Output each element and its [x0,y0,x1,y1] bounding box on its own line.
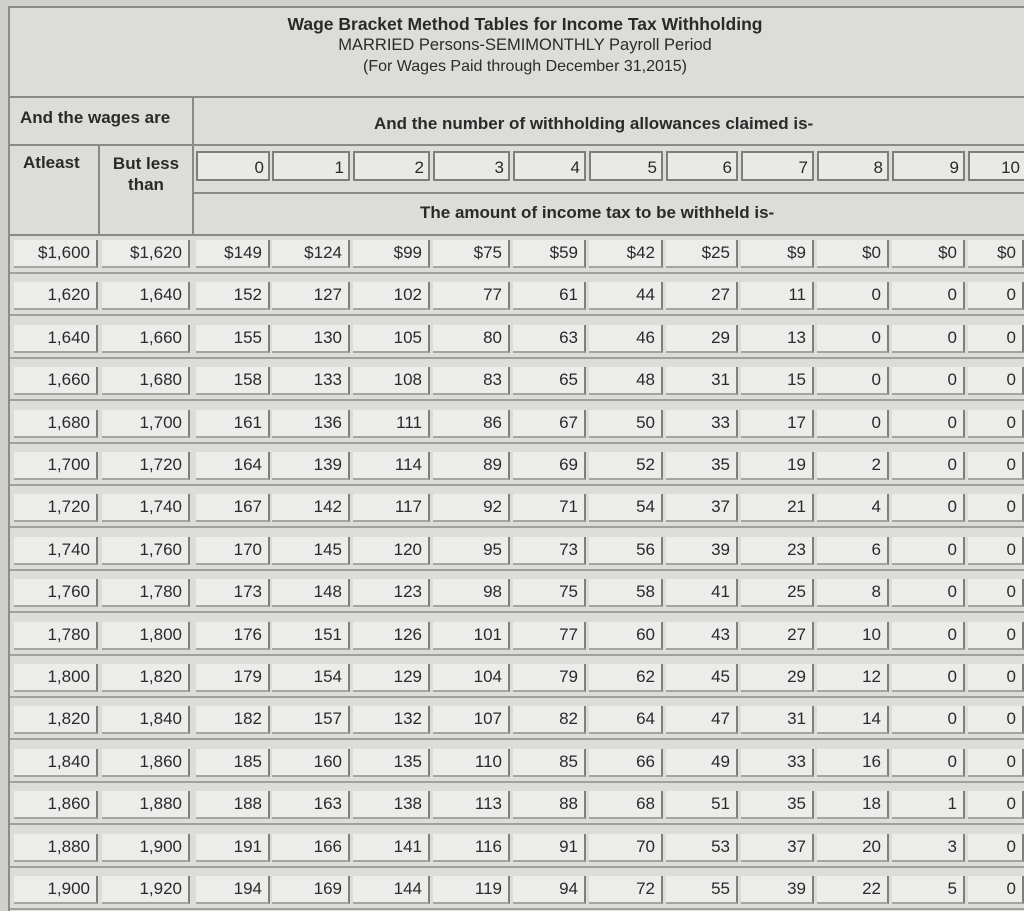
at-least-cell: 1,900 [14,876,98,904]
withholding-cell-allowance-5: 60 [589,622,663,650]
at-least-cell: 1,780 [14,622,98,650]
withholding-cell-allowance-5: 64 [589,706,663,734]
withholding-cell-allowance-7: 25 [741,579,814,607]
withholding-cell-allowance-4: 65 [513,367,586,395]
but-less-than-cell: 1,680 [102,367,190,395]
withholding-cell-allowance-1: 166 [272,834,350,862]
withholding-cell-allowance-5: 44 [589,282,663,310]
row-separator [10,654,1024,656]
withholding-cell-allowance-2: 111 [353,410,430,438]
row-separator [10,696,1024,698]
withholding-cell-allowance-7: 35 [741,791,814,819]
row-separator [10,823,1024,825]
at-least-header: Atleast [23,153,80,172]
withholding-cell-allowance-8: 12 [817,664,889,692]
withholding-cell-allowance-8: 0 [817,325,889,353]
withholding-cell-allowance-5: 54 [589,494,663,522]
withholding-cell-allowance-10: 0 [968,282,1024,310]
withholding-cell-allowance-7: 13 [741,325,814,353]
withholding-cell-allowance-9: 0 [892,537,965,565]
withholding-cell-allowance-7: $9 [741,240,814,268]
withholding-cell-allowance-3: 80 [433,325,510,353]
withholding-cell-allowance-3: 89 [433,452,510,480]
allowances-claimed-label: And the number of withholding allowances claimed is- [374,114,814,133]
but-less-than-cell: 1,720 [102,452,190,480]
withholding-cell-allowance-1: 160 [272,749,350,777]
but-less-than-cell: 1,920 [102,876,190,904]
allowance-col-8-header: 8 [817,151,889,181]
withholding-cell-allowance-0: 191 [196,834,270,862]
withholding-cell-allowance-5: 50 [589,410,663,438]
at-least-cell: 1,880 [14,834,98,862]
withholding-cell-allowance-2: 114 [353,452,430,480]
withholding-cell-allowance-7: 19 [741,452,814,480]
atleast-divider [98,144,100,236]
withholding-cell-allowance-9: 1 [892,791,965,819]
withholding-cell-allowance-3: 95 [433,537,510,565]
withholding-cell-allowance-5: 66 [589,749,663,777]
withholding-cell-allowance-3: 83 [433,367,510,395]
withholding-cell-allowance-10: 0 [968,876,1024,904]
title-line-3: (For Wages Paid through December 31,2015) [362,58,687,75]
withholding-cell-allowance-0: 173 [196,579,270,607]
but-less-than-cell: $1,620 [102,240,190,268]
withholding-cell-allowance-1: 127 [272,282,350,310]
withholding-cell-allowance-6: 41 [666,579,738,607]
withholding-cell-allowance-2: 120 [353,537,430,565]
withholding-cell-allowance-8: 10 [817,622,889,650]
withholding-cell-allowance-10: 0 [968,791,1024,819]
but-less-than-cell: 1,700 [102,410,190,438]
withholding-cell-allowance-4: 73 [513,537,586,565]
allowance-col-3-header: 3 [433,151,510,181]
but-less-than-cell: 1,660 [102,325,190,353]
withholding-cell-allowance-3: 86 [433,410,510,438]
header-bottom-rule [10,234,1024,236]
withholding-cell-allowance-5: 72 [589,876,663,904]
withholding-cell-allowance-8: 6 [817,537,889,565]
title-line-1: Wage Bracket Method Tables for Income Tax Withholding [287,14,763,34]
withholding-cell-allowance-4: 88 [513,791,586,819]
withholding-cell-allowance-9: $0 [892,240,965,268]
withholding-cell-allowance-6: $25 [666,240,738,268]
allowance-col-6-header: 6 [666,151,738,181]
withholding-cell-allowance-2: 135 [353,749,430,777]
withholding-cell-allowance-8: 4 [817,494,889,522]
table-title [195,14,855,77]
withholding-cell-allowance-1: 136 [272,410,350,438]
withholding-cell-allowance-7: 37 [741,834,814,862]
withholding-cell-allowance-2: $99 [353,240,430,268]
withholding-cell-allowance-8: 16 [817,749,889,777]
withholding-cell-allowance-0: 185 [196,749,270,777]
withholding-cell-allowance-10: 0 [968,664,1024,692]
withholding-cell-allowance-9: 5 [892,876,965,904]
withholding-cell-allowance-6: 37 [666,494,738,522]
withholding-cell-allowance-4: 69 [513,452,586,480]
withholding-cell-allowance-1: 130 [272,325,350,353]
withholding-cell-allowance-2: 138 [353,791,430,819]
at-least-cell: 1,720 [14,494,98,522]
withholding-cell-allowance-5: $42 [589,240,663,268]
withholding-cell-allowance-0: 170 [196,537,270,565]
withholding-cell-allowance-9: 3 [892,834,965,862]
allowance-col-0-header: 0 [196,151,270,181]
row-separator [10,738,1024,740]
at-least-cell: 1,800 [14,664,98,692]
withholding-cell-allowance-4: 71 [513,494,586,522]
but-less-than-cell: 1,780 [102,579,190,607]
withholding-cell-allowance-7: 39 [741,876,814,904]
withholding-cell-allowance-2: 129 [353,664,430,692]
withholding-cell-allowance-2: 105 [353,325,430,353]
withholding-cell-allowance-6: 45 [666,664,738,692]
at-least-cell: $1,600 [14,240,98,268]
withholding-cell-allowance-8: 8 [817,579,889,607]
withholding-cell-allowance-7: 17 [741,410,814,438]
withholding-cell-allowance-10: 0 [968,410,1024,438]
withholding-cell-allowance-8: 22 [817,876,889,904]
title-line-2: MARRIED Persons-SEMIMONTHLY Payroll Period [338,36,712,54]
withholding-cell-allowance-6: 39 [666,537,738,565]
withholding-cell-allowance-6: 43 [666,622,738,650]
withholding-cell-allowance-4: 94 [513,876,586,904]
withholding-cell-allowance-9: 0 [892,664,965,692]
withholding-cell-allowance-9: 0 [892,410,965,438]
at-least-cell: 1,760 [14,579,98,607]
withholding-cell-allowance-4: 63 [513,325,586,353]
withholding-cell-allowance-1: 142 [272,494,350,522]
withholding-cell-allowance-5: 52 [589,452,663,480]
row-separator [10,357,1024,359]
withholding-cell-allowance-9: 0 [892,622,965,650]
withholding-cell-allowance-3: 116 [433,834,510,862]
withholding-cell-allowance-3: 113 [433,791,510,819]
but-less-than-cell: 1,860 [102,749,190,777]
withholding-cell-allowance-6: 31 [666,367,738,395]
withholding-cell-allowance-9: 0 [892,367,965,395]
withholding-cell-allowance-4: 91 [513,834,586,862]
withholding-cell-allowance-0: 152 [196,282,270,310]
withholding-cell-allowance-2: 132 [353,706,430,734]
withholding-cell-allowance-2: 144 [353,876,430,904]
withholding-cell-allowance-0: 182 [196,706,270,734]
withholding-cell-allowance-6: 47 [666,706,738,734]
withholding-cell-allowance-10: 0 [968,622,1024,650]
at-least-cell: 1,700 [14,452,98,480]
wages-divider [192,96,194,236]
withholding-cell-allowance-0: 194 [196,876,270,904]
withholding-cell-allowance-6: 35 [666,452,738,480]
but-less-than-cell: 1,820 [102,664,190,692]
withholding-cell-allowance-3: 119 [433,876,510,904]
row-separator [10,484,1024,486]
withholding-cell-allowance-4: 79 [513,664,586,692]
withholding-cell-allowance-6: 53 [666,834,738,862]
row-separator [10,908,1024,910]
at-least-cell: 1,660 [14,367,98,395]
withholding-cell-allowance-1: 157 [272,706,350,734]
withholding-cell-allowance-6: 51 [666,791,738,819]
but-less-than-cell: 1,760 [102,537,190,565]
withholding-cell-allowance-4: 75 [513,579,586,607]
withholding-cell-allowance-5: 62 [589,664,663,692]
withholding-cell-allowance-0: 161 [196,410,270,438]
at-least-cell: 1,860 [14,791,98,819]
row-separator [10,611,1024,613]
withholding-cell-allowance-7: 31 [741,706,814,734]
withholding-cell-allowance-9: 0 [892,579,965,607]
withholding-cell-allowance-10: 0 [968,367,1024,395]
wages-are-label: And the wages are [20,108,171,127]
withholding-cell-allowance-1: 139 [272,452,350,480]
withholding-cell-allowance-9: 0 [892,452,965,480]
withholding-cell-allowance-1: 148 [272,579,350,607]
row-separator [10,442,1024,444]
withholding-cell-allowance-10: 0 [968,494,1024,522]
withholding-cell-allowance-10: 0 [968,749,1024,777]
amount-withheld-label: The amount of income tax to be withheld is- [420,203,775,222]
withholding-cell-allowance-3: 107 [433,706,510,734]
withholding-cell-allowance-5: 70 [589,834,663,862]
allowance-col-9-header: 9 [892,151,965,181]
withholding-cell-allowance-0: 176 [196,622,270,650]
withholding-cell-allowance-0: 164 [196,452,270,480]
row-separator [10,272,1024,274]
withholding-cell-allowance-5: 48 [589,367,663,395]
withholding-cell-allowance-10: $0 [968,240,1024,268]
at-least-cell: 1,620 [14,282,98,310]
at-least-cell: 1,820 [14,706,98,734]
withholding-cell-allowance-7: 27 [741,622,814,650]
withholding-cell-allowance-1: 163 [272,791,350,819]
withholding-cell-allowance-7: 21 [741,494,814,522]
withholding-cell-allowance-5: 56 [589,537,663,565]
withholding-cell-allowance-10: 0 [968,537,1024,565]
withholding-cell-allowance-8: $0 [817,240,889,268]
withholding-cell-allowance-6: 55 [666,876,738,904]
withholding-cell-allowance-8: 20 [817,834,889,862]
withholding-cell-allowance-9: 0 [892,494,965,522]
withholding-cell-allowance-7: 33 [741,749,814,777]
amount-caption-rule [192,192,1024,194]
withholding-cell-allowance-1: 169 [272,876,350,904]
allowance-col-10-header: 10 [968,151,1024,181]
allowance-col-2-header: 2 [353,151,430,181]
withholding-cell-allowance-4: 85 [513,749,586,777]
withholding-cell-allowance-4: 77 [513,622,586,650]
withholding-cell-allowance-3: 92 [433,494,510,522]
withholding-cell-allowance-8: 14 [817,706,889,734]
withholding-cell-allowance-2: 123 [353,579,430,607]
withholding-cell-allowance-10: 0 [968,579,1024,607]
withholding-cell-allowance-3: $75 [433,240,510,268]
withholding-cell-allowance-0: 167 [196,494,270,522]
row-separator [10,569,1024,571]
but-less-than-cell: 1,880 [102,791,190,819]
withholding-table-sheet [8,6,1024,911]
withholding-cell-allowance-8: 0 [817,410,889,438]
withholding-cell-allowance-10: 0 [968,834,1024,862]
withholding-cell-allowance-0: 179 [196,664,270,692]
withholding-cell-allowance-8: 0 [817,282,889,310]
withholding-cell-allowance-6: 27 [666,282,738,310]
withholding-cell-allowance-0: 158 [196,367,270,395]
withholding-cell-allowance-1: 154 [272,664,350,692]
at-least-cell: 1,840 [14,749,98,777]
but-less-than-header: But less than [112,154,180,194]
withholding-cell-allowance-6: 29 [666,325,738,353]
withholding-cell-allowance-8: 18 [817,791,889,819]
withholding-cell-allowance-7: 23 [741,537,814,565]
withholding-cell-allowance-10: 0 [968,452,1024,480]
at-least-cell: 1,640 [14,325,98,353]
withholding-cell-allowance-2: 141 [353,834,430,862]
withholding-cell-allowance-7: 15 [741,367,814,395]
withholding-cell-allowance-1: 145 [272,537,350,565]
but-less-than-cell: 1,640 [102,282,190,310]
withholding-cell-allowance-2: 126 [353,622,430,650]
withholding-cell-allowance-0: $149 [196,240,270,268]
withholding-cell-allowance-4: $59 [513,240,586,268]
withholding-cell-allowance-4: 61 [513,282,586,310]
withholding-cell-allowance-9: 0 [892,282,965,310]
allowance-col-4-header: 4 [513,151,586,181]
withholding-cell-allowance-4: 82 [513,706,586,734]
allowance-col-5-header: 5 [589,151,663,181]
withholding-cell-allowance-7: 29 [741,664,814,692]
header-top-rule [10,96,1024,98]
row-separator [10,314,1024,316]
but-less-than-cell: 1,840 [102,706,190,734]
but-less-than-cell: 1,900 [102,834,190,862]
withholding-cell-allowance-8: 0 [817,367,889,395]
withholding-cell-allowance-2: 108 [353,367,430,395]
row-separator [10,399,1024,401]
at-least-cell: 1,680 [14,410,98,438]
withholding-cell-allowance-7: 11 [741,282,814,310]
row-separator [10,781,1024,783]
withholding-cell-allowance-10: 0 [968,325,1024,353]
row-separator [10,526,1024,528]
withholding-cell-allowance-6: 33 [666,410,738,438]
withholding-cell-allowance-10: 0 [968,706,1024,734]
withholding-cell-allowance-3: 110 [433,749,510,777]
withholding-cell-allowance-9: 0 [892,325,965,353]
withholding-cell-allowance-3: 101 [433,622,510,650]
withholding-cell-allowance-5: 46 [589,325,663,353]
withholding-cell-allowance-5: 58 [589,579,663,607]
withholding-cell-allowance-5: 68 [589,791,663,819]
withholding-cell-allowance-3: 104 [433,664,510,692]
but-less-than-cell: 1,800 [102,622,190,650]
allowance-col-1-header: 1 [272,151,350,181]
withholding-cell-allowance-0: 188 [196,791,270,819]
allowance-col-7-header: 7 [741,151,814,181]
withholding-cell-allowance-3: 98 [433,579,510,607]
withholding-cell-allowance-9: 0 [892,706,965,734]
withholding-cell-allowance-8: 2 [817,452,889,480]
withholding-cell-allowance-6: 49 [666,749,738,777]
withholding-cell-allowance-9: 0 [892,749,965,777]
withholding-cell-allowance-2: 117 [353,494,430,522]
header-mid-rule [10,144,1024,146]
at-least-cell: 1,740 [14,537,98,565]
withholding-cell-allowance-2: 102 [353,282,430,310]
withholding-cell-allowance-4: 67 [513,410,586,438]
withholding-cell-allowance-3: 77 [433,282,510,310]
but-less-than-cell: 1,740 [102,494,190,522]
withholding-cell-allowance-1: $124 [272,240,350,268]
withholding-cell-allowance-0: 155 [196,325,270,353]
row-separator [10,866,1024,868]
withholding-cell-allowance-1: 133 [272,367,350,395]
withholding-cell-allowance-1: 151 [272,622,350,650]
